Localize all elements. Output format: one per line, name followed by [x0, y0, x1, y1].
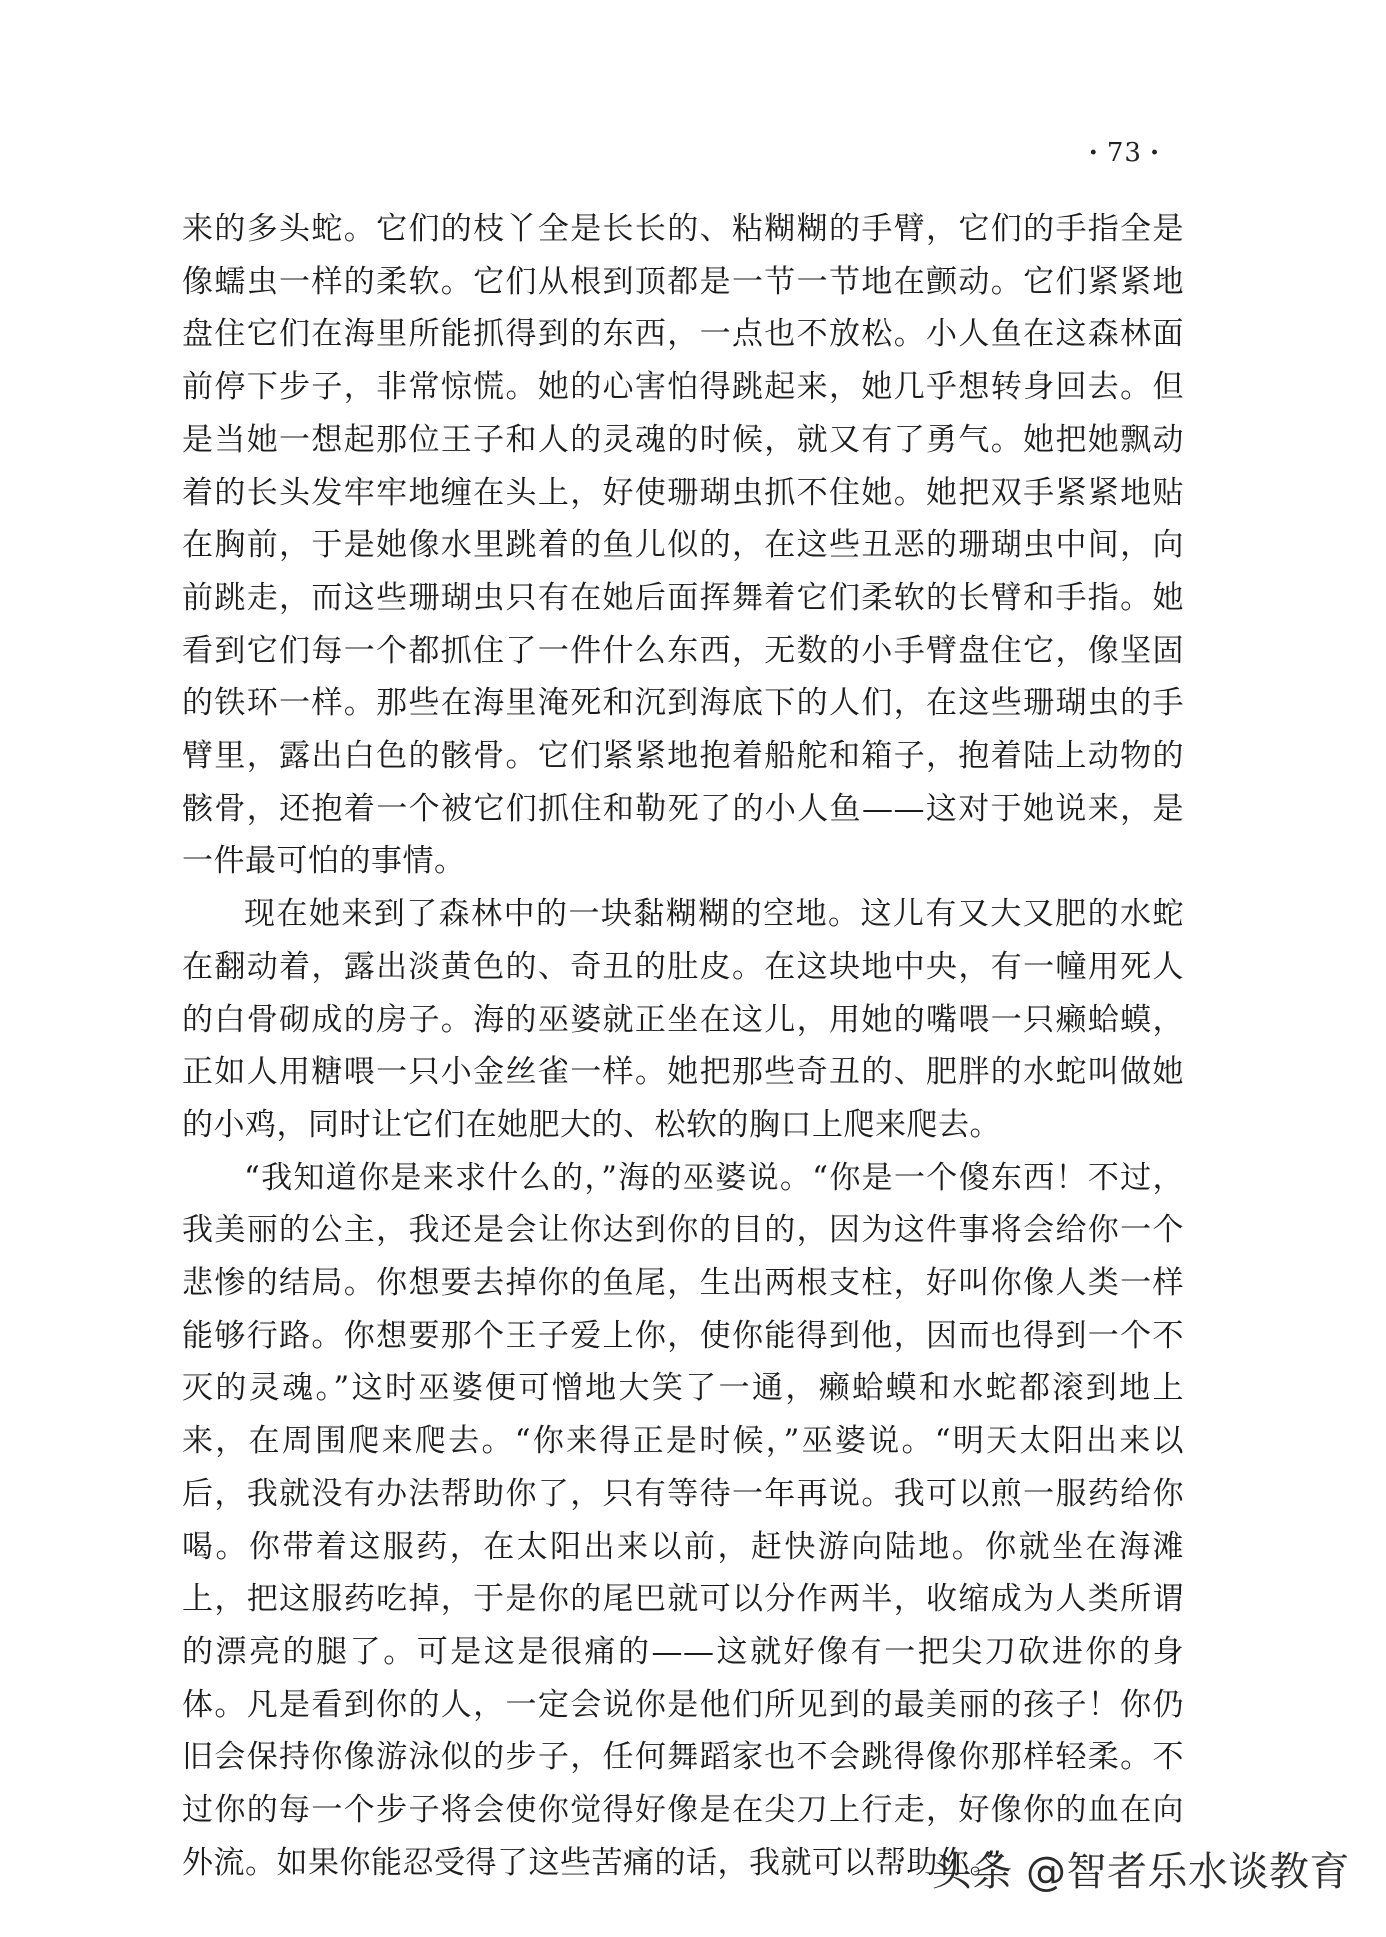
- page-number-dot-right: ·: [1149, 138, 1160, 168]
- watermark: 头条 @智者乐水谈教育: [931, 1849, 1350, 1895]
- paragraph-witch-house: 现在她来到了森林中的一块黏糊糊的空地。这儿有又大又肥的水蛇在翻动着，露出淡黄色的、奇丑的肚皮。在这块地中央，有一幢用死人的白骨砌成的房子。海的巫婆就正坐在这儿，用她的嘴喂一只癞蛤蟆，正如人用糖喂一只小金丝雀一样。她把那些奇丑的、肥胖的水蛇叫做她的小鸡，同时让它们在她肥大的、松软的胸口上爬来爬去。: [182, 896, 1184, 1143]
- story-text: [182, 203, 1184, 1890]
- paragraph-witch-speech: “我知道你是来求什么的，”海的巫婆说。“你是一个傻东西！不过，我美丽的公主，我还是会让你达到你的目的，因为这件事将会给你一个悲惨的结局。你想要去掉你的鱼尾，生出两根支柱，好叫你像人类一样能够行路。你想要那个王子爱上你，使你能得到他，因而也得到一个不灭的灵魂。”这时巫婆便可憎地大笑了一通，癞蛤蟆和水蛇都滚到地上来，在周围爬来爬去。“你来得正是时候，”巫婆说。“明天太阳出来以后，我就没有办法帮助你了，只有等待一年再说。我可以煎一服药给你喝。你带着这服药，在太阳出来以前，赶快游向陆地。你就坐在海滩上，把这服药吃掉，于是你的尾巴就可以分作两半，收缩成为人类所谓的漂亮的腿了。可是这是很痛的——这就好像有一把尖刀砍进你的身体。凡是看到你的人，一定会说你是他们所见到的最美丽的孩子！你仍旧会保持你像游泳似的步子，任何舞蹈家也不会跳得像你那样轻柔。不过你的每一个步子将会使你觉得好像是在尖刀上行走，好像你的血在向外流。如果你能忍受得了这些苦痛的话，我就可以帮助你。”: [182, 1159, 1184, 1881]
- paragraph-continued: 来的多头蛇。它们的枝丫全是长长的、粘糊糊的手臂，它们的手指全是像蠕虫一样的柔软。它们从根到顶都是一节一节地在颤动。它们紧紧地盘住它们在海里所能抓得到的东西，一点也不放松。小人鱼在这森林面前停下步子，非常惊慌。她的心害怕得跳起来，她几乎想转身回去。但是当她一想起那位王子和人的灵魂的时候，就又有了勇气。她把她飘动着的长头发牢牢地缠在头上，好使珊瑚虫抓不住她。她把双手紧紧地贴在胸前，于是她像水里跳着的鱼儿似的，在这些丑恶的珊瑚虫中间，向前跳走，而这些珊瑚虫只有在她后面挥舞着它们柔软的长臂和手指。她看到它们每一个都抓住了一件什么东西，无数的小手臂盘住它，像坚固的铁环一样。那些在海里淹死和沉到海底下的人们，在这些珊瑚虫的手臂里，露出白色的骸骨。它们紧紧地抱着船舵和箱子，抱着陆上动物的骸骨，还抱着一个被它们抓住和勒死了的小人鱼——这对于她说来，是一件最可怕的事情。: [182, 211, 1184, 880]
- page-number-value: 73: [1106, 138, 1142, 168]
- page-number: [1081, 138, 1168, 168]
- page-number-dot-left: ·: [1088, 138, 1099, 168]
